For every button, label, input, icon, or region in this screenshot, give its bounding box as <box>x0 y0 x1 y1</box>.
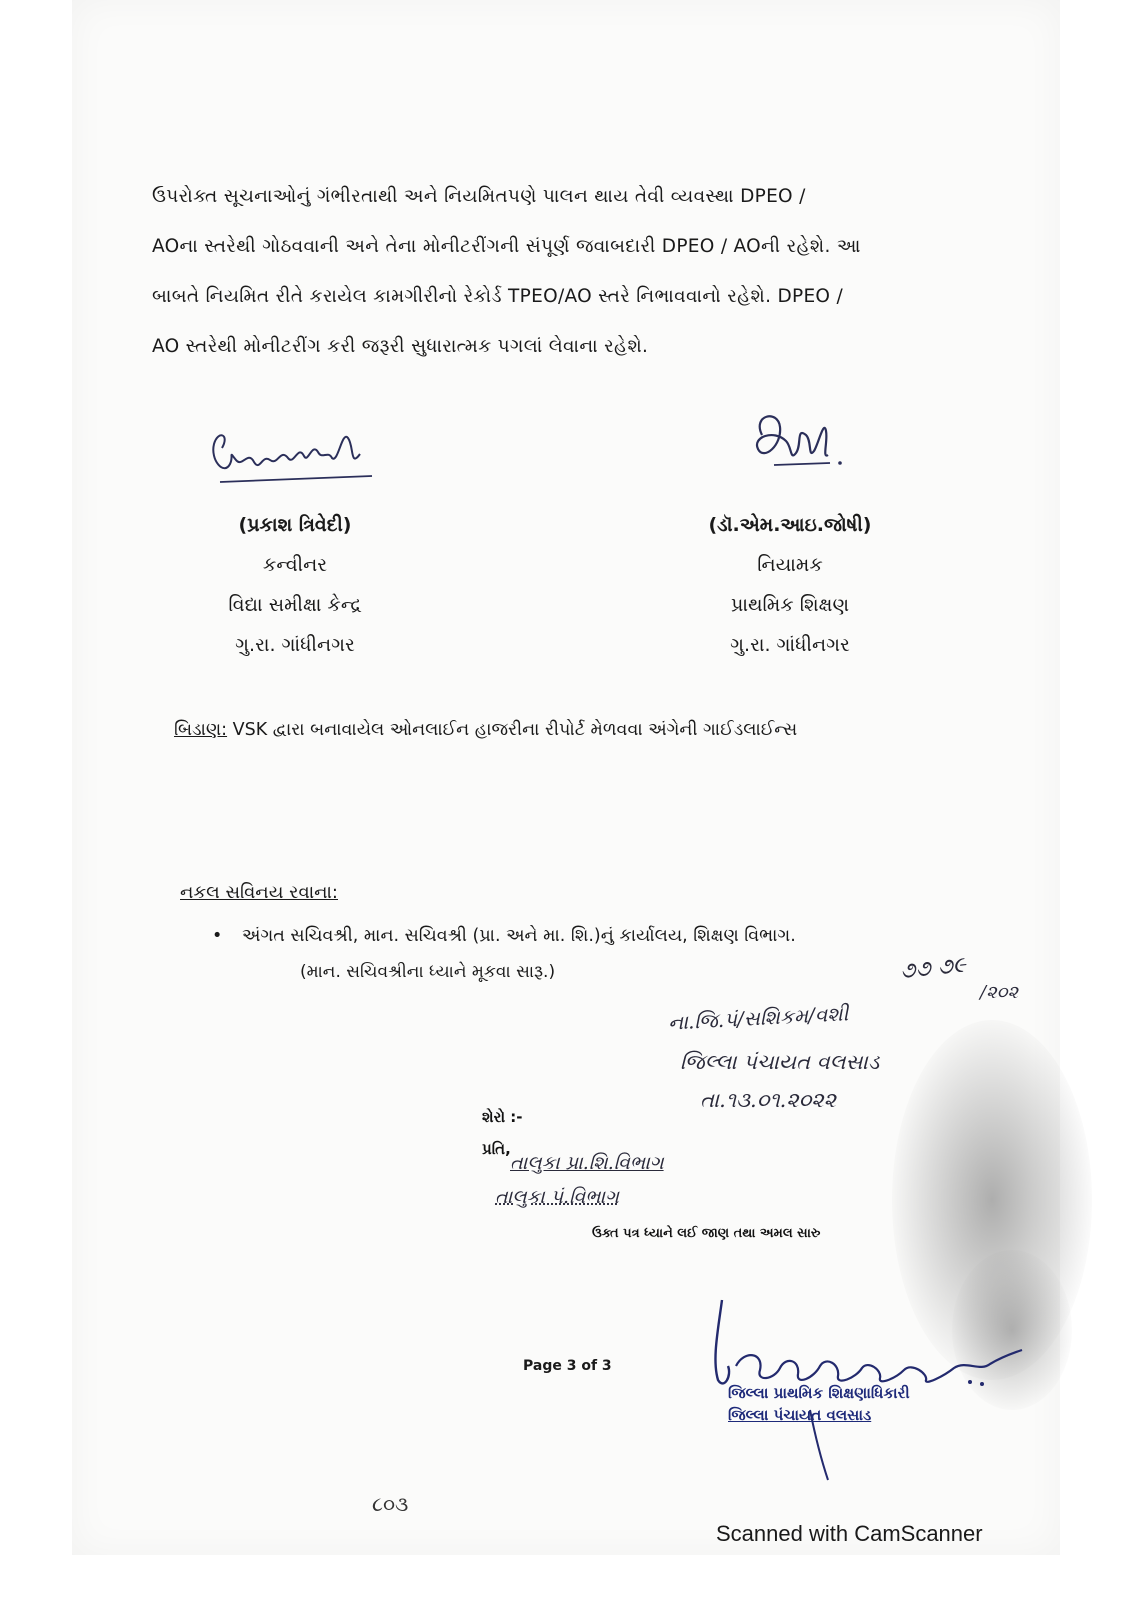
enclosure-line <box>174 720 797 740</box>
endorsement-remark: શેરો :- <box>482 1108 523 1126</box>
endorsement-to: પ્રતિ, <box>482 1140 511 1158</box>
officer-title: જિલ્લા પ્રાથમિક શિક્ષણાધિકારી <box>728 1384 910 1402</box>
signature-left <box>200 420 380 495</box>
handwritten-ref-tail: ૭૭ ૭૯ <box>898 952 968 985</box>
handwritten-year-tail: /૨૦૨ <box>980 982 1019 1003</box>
handwritten-to-line-1: તાલુકા પ્રા.શિ.વિભાગ <box>510 1152 664 1174</box>
officer-office: જિલ્લા પંચાયત વલસાડ <box>728 1406 872 1424</box>
copy-to-item-text: અંગત સચિવશ્રી, માન. સચિવશ્રી (પ્રા. અને મા. શિ.)નું કાર્યાલય, શિક્ષણ વિભાગ. <box>242 926 796 946</box>
signatory-left-office: વિદ્યા સમીક્ષા કેન્દ્ર <box>228 594 362 616</box>
copy-to-note: (માન. સચિવશ્રીના ધ્યાને મૂકવા સારૂ.) <box>300 962 556 982</box>
paragraph-line: AOના સ્તરેથી ગોઠવવાની અને તેના મોનીટરીંગની સંપૂર્ણ જવાબદારી DPEO / AOની રહેશે. આ <box>152 236 861 257</box>
officer-stamp <box>728 1382 948 1426</box>
page-number: Page 3 of 3 <box>523 1358 612 1374</box>
body-paragraph <box>152 172 952 372</box>
signatory-right-name: (ડૉ.એમ.આઇ.જોષી) <box>708 514 872 536</box>
enclosure-label: બિડાણ: <box>174 720 228 740</box>
paragraph-line: AO સ્તરેથી મોનીટરીંગ કરી જરૂરી સુધારાત્મક પગલાં લેવાના રહેશે. <box>152 336 649 357</box>
signatory-right-office: પ્રાથમિક શિક્ષણ <box>730 594 850 616</box>
signature-right <box>744 405 854 477</box>
footer-scrawl: ૮૦૩ <box>372 1492 409 1516</box>
signatory-right <box>690 505 890 665</box>
signatory-left <box>180 505 410 665</box>
bullet-icon: • <box>212 926 223 946</box>
handwritten-to-line-2: તાલુકા પં.વિભાગ <box>495 1186 619 1208</box>
signatory-left-designation: કન્વીનર <box>262 554 328 576</box>
copy-to-item <box>212 926 796 946</box>
scan-left-margin <box>0 0 72 1555</box>
paragraph-line: ઉપરોક્ત સૂચનાઓનું ગંભીરતાથી અને નિયમિતપણે પાલન થાય તેવી વ્યવસ્થા DPEO / <box>152 186 806 207</box>
signatory-left-name: (પ્રકાશ ત્રિવેદી) <box>238 514 352 536</box>
signatory-right-designation: નિયામક <box>757 554 823 576</box>
handwritten-ref-number: ના.જિ.પં/સશિકમ/વશી <box>667 1001 849 1035</box>
handwritten-office-line: જિલ્લા પંચાયત વલસાડ <box>680 1050 880 1074</box>
signatory-right-place: ગુ.રા. ગાંધીનગર <box>730 634 850 656</box>
paragraph-line: બાબતે નિયમિત રીતે કરાયેલ કામગીરીનો રેકોર્ડ TPEO/AO સ્તરે નિભાવવાનો રહેશે. DPEO / <box>152 286 844 307</box>
handwritten-date-line: તા.૧૩.૦૧.૨૦૨૨ <box>700 1088 836 1112</box>
endorsement-note: ઉક્ત પત્ર ધ્યાને લઈ જાણ તથા અમલ સારુ <box>592 1226 821 1241</box>
camscanner-watermark: Scanned with CamScanner <box>716 1521 983 1546</box>
enclosure-text: VSK દ્વારા બનાવાયેલ ઓનલાઈન હાજરીના રીપોર્ટ મેળવવા અંગેની ગાઈડલાઈન્સ <box>227 720 798 740</box>
signatory-left-place: ગુ.રા. ગાંધીનગર <box>235 634 355 656</box>
copy-to-heading: નકલ સવિનય રવાના: <box>180 882 338 903</box>
